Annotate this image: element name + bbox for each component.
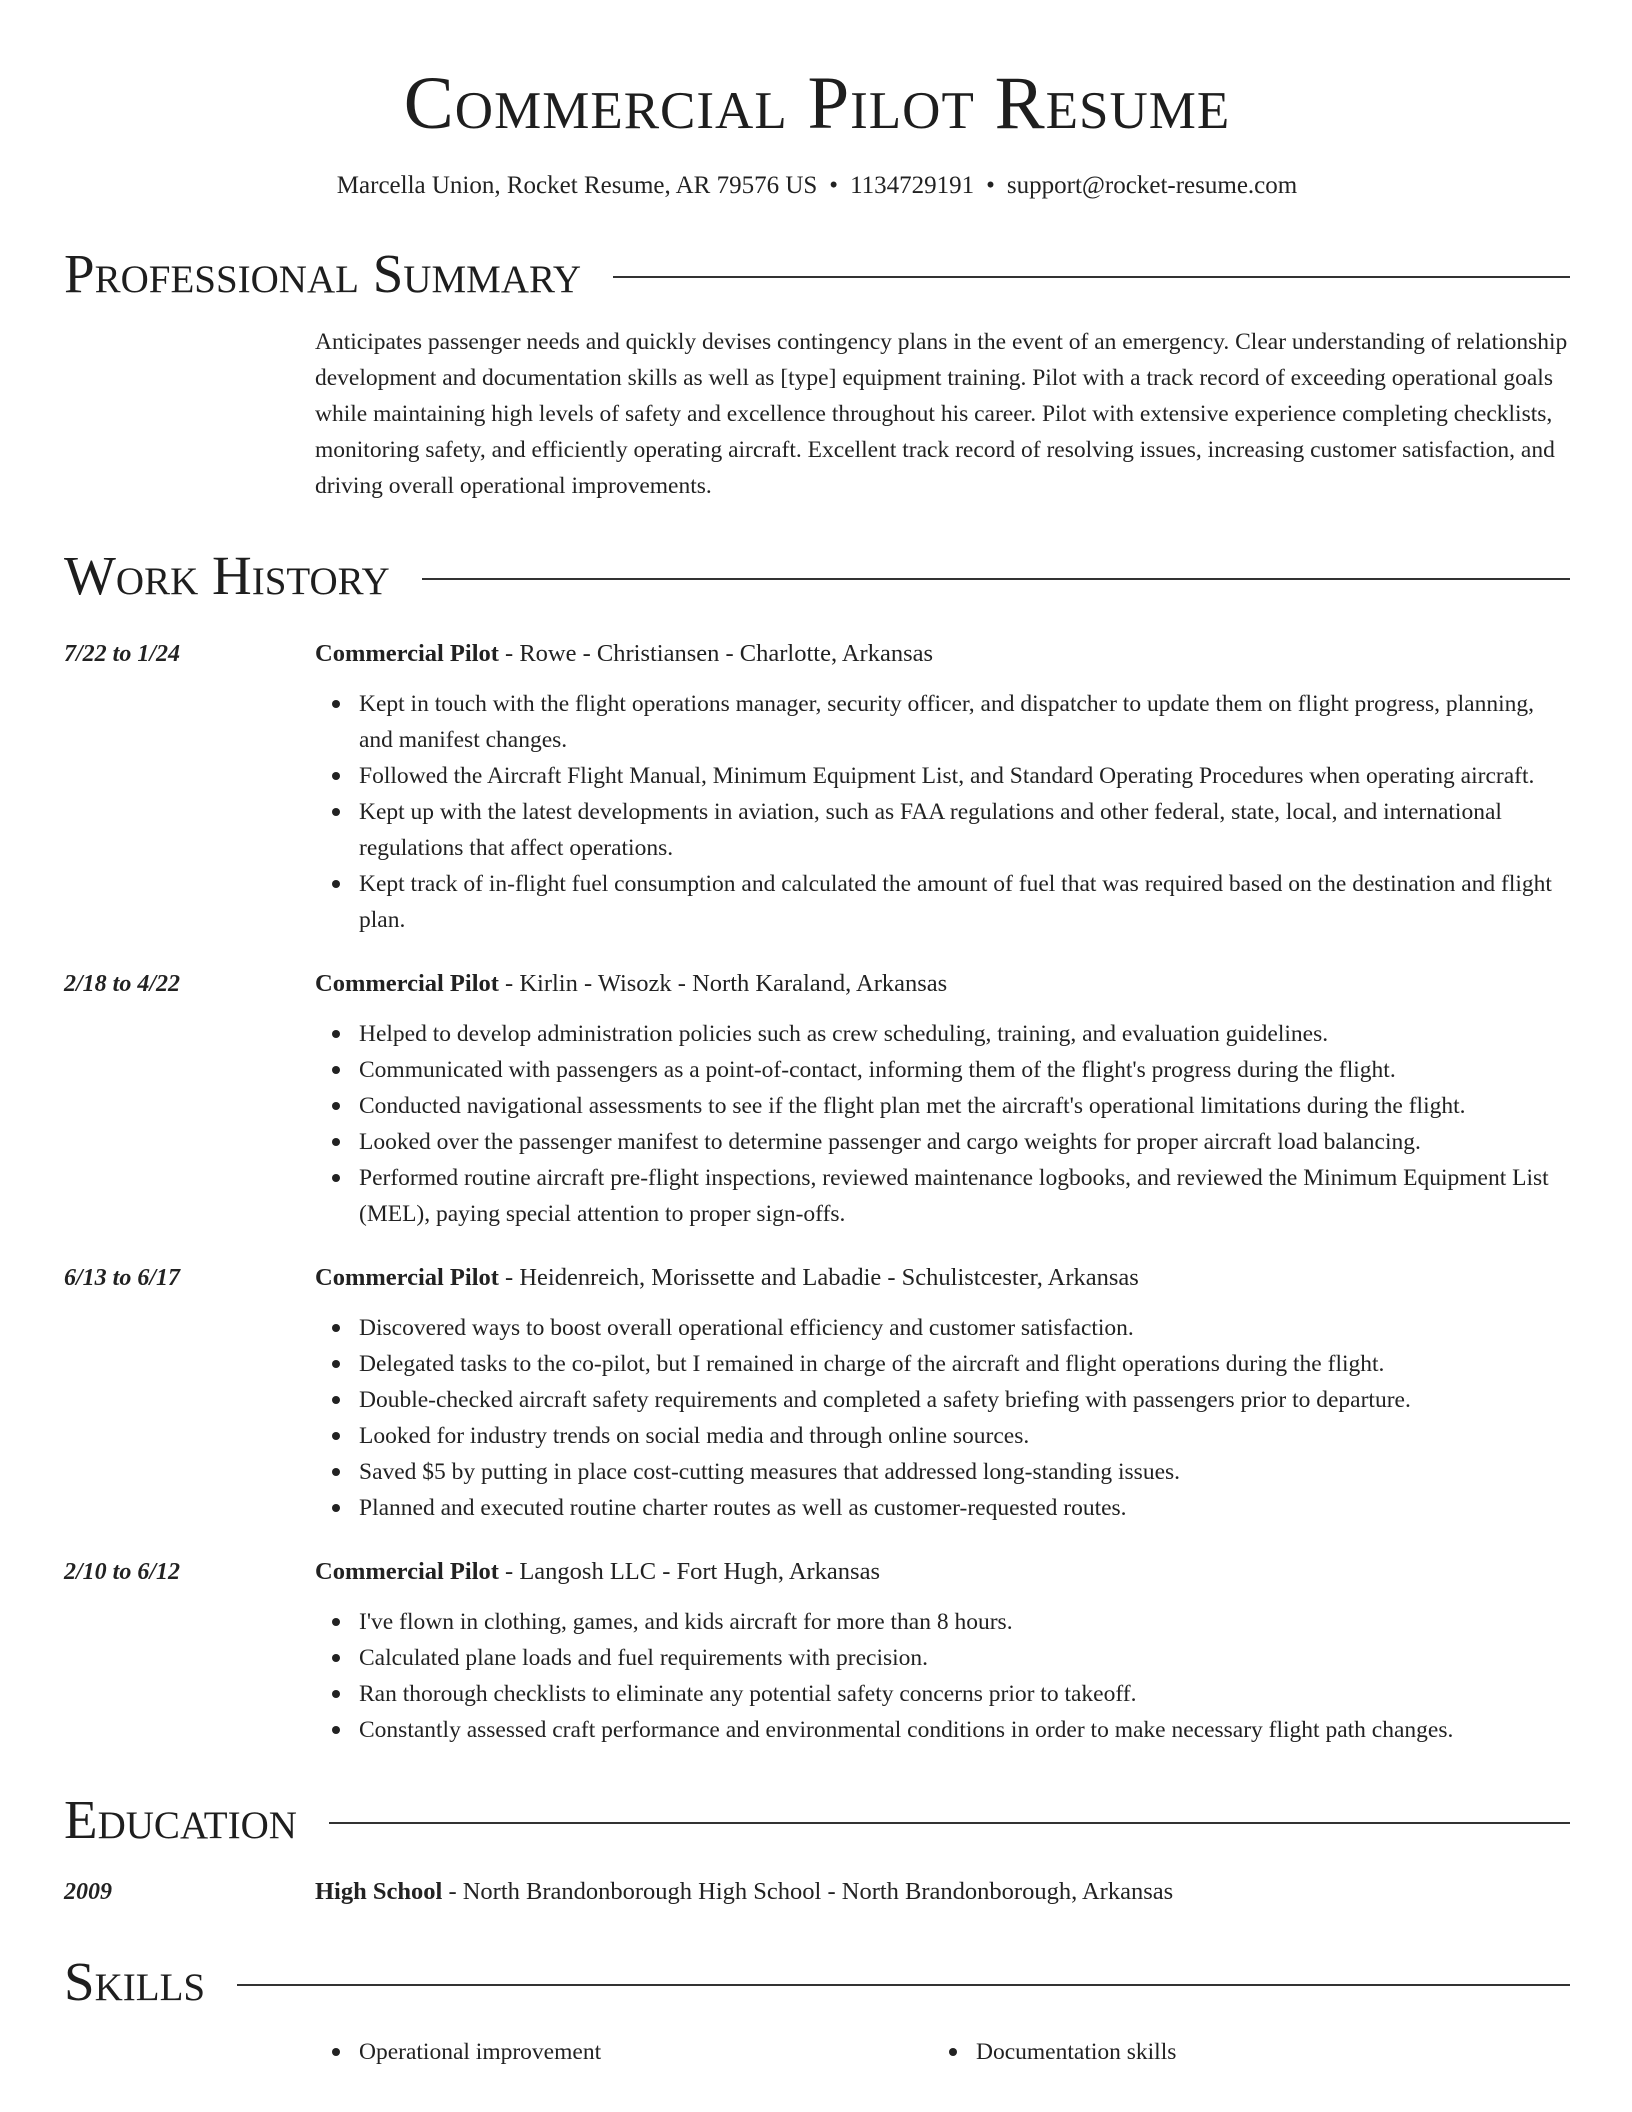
list-item: Constantly assessed craft performance and environmental conditions in order to make necessary flight path changes. bbox=[315, 1712, 1570, 1748]
section-divider bbox=[237, 1984, 1570, 1986]
list-item: Looked over the passenger manifest to determine passenger and cargo weights for proper aircraft load balancing. bbox=[315, 1124, 1570, 1160]
job-bullets bbox=[315, 1310, 1570, 1526]
job-title: Commercial Pilot bbox=[315, 1264, 499, 1291]
job-dates: 2/18 to 4/22 bbox=[64, 971, 181, 997]
section-divider bbox=[613, 276, 1570, 278]
job-entry bbox=[64, 1260, 1570, 1526]
job-body bbox=[315, 1554, 1570, 1748]
job-dates: 6/13 to 6/17 bbox=[64, 1265, 181, 1291]
education-year: 2009 bbox=[64, 1879, 112, 1905]
skill-item: Documentation skills bbox=[932, 2034, 1549, 2070]
list-item: Calculated plane loads and fuel requirements with precision. bbox=[315, 1640, 1570, 1676]
job-employer: - Rowe - Christiansen - Charlotte, Arkansas bbox=[498, 640, 934, 667]
section-title: Skills bbox=[64, 1951, 206, 2012]
skill-item: Operational improvement bbox=[315, 2034, 932, 2070]
list-item: Looked for industry trends on social media and through online sources. bbox=[315, 1418, 1570, 1454]
section-title: Work History bbox=[64, 545, 390, 606]
education-body bbox=[315, 1874, 1173, 1910]
section-header-summary bbox=[64, 244, 1570, 304]
job-employer: - Kirlin - Wisozk - North Karaland, Arkansas bbox=[498, 970, 948, 997]
list-item: Helped to develop administration policies such as crew scheduling, training, and evaluation guidelines. bbox=[315, 1016, 1570, 1052]
education-degree: High School bbox=[315, 1878, 443, 1905]
page-title: Commercial Pilot Resume bbox=[403, 62, 1231, 145]
list-item: Kept in touch with the flight operations manager, security officer, and dispatcher to update them on flight progress, planning, and manifest changes. bbox=[315, 686, 1570, 758]
list-item: Conducted navigational assessments to see if the flight plan met the aircraft's operational limitations during the flight. bbox=[315, 1088, 1570, 1124]
section-header-skills bbox=[64, 1952, 1570, 2012]
job-title-line bbox=[315, 1554, 1570, 1590]
job-title-line bbox=[315, 1260, 1570, 1296]
job-dates: 7/22 to 1/24 bbox=[64, 641, 181, 667]
job-body bbox=[315, 636, 1570, 938]
job-title: Commercial Pilot bbox=[315, 1558, 499, 1585]
job-entry bbox=[64, 636, 1570, 938]
job-body bbox=[315, 1260, 1570, 1526]
job-dates: 2/10 to 6/12 bbox=[64, 1559, 181, 1585]
contact-address: Marcella Union, Rocket Resume, AR 79576 US bbox=[336, 172, 818, 199]
job-title-line bbox=[315, 966, 1570, 1002]
list-item: I've flown in clothing, games, and kids aircraft for more than 8 hours. bbox=[315, 1604, 1570, 1640]
list-item: Ran thorough checklists to eliminate any potential safety concerns prior to takeoff. bbox=[315, 1676, 1570, 1712]
section-divider bbox=[422, 578, 1570, 580]
list-item: Double-checked aircraft safety requirements and completed a safety briefing with passengers prior to departure. bbox=[315, 1382, 1570, 1418]
list-item: Communicated with passengers as a point-of-contact, informing them of the flight's progress during the flight. bbox=[315, 1052, 1570, 1088]
resume-page bbox=[64, 0, 1570, 2070]
section-header-work-history bbox=[64, 546, 1570, 606]
list-item: Saved $5 by putting in place cost-cutting measures that addressed long-standing issues. bbox=[315, 1454, 1570, 1490]
list-item: Performed routine aircraft pre-flight inspections, reviewed maintenance logbooks, and reviewed the Minimum Equipment List (MEL), paying special attention to proper sign-offs. bbox=[315, 1160, 1570, 1232]
skills-column-right bbox=[932, 2034, 1549, 2070]
skills-list bbox=[315, 2034, 1570, 2070]
list-item: Discovered ways to boost overall operational efficiency and customer satisfaction. bbox=[315, 1310, 1570, 1346]
job-employer: - Heidenreich, Morissette and Labadie - Schulistcester, Arkansas bbox=[498, 1264, 1139, 1291]
section-title: Education bbox=[64, 1789, 297, 1850]
list-item: Kept track of in-flight fuel consumption and calculated the amount of fuel that was required based on the destination and flight plan. bbox=[315, 866, 1570, 938]
section-divider bbox=[329, 1822, 1570, 1824]
section-header-education bbox=[64, 1790, 1570, 1850]
summary-text: Anticipates passenger needs and quickly devises contingency plans in the event of an emergency. Clear understanding of relationship development and documentation skills as well as [type] equipment training. Pilot with a track record of exceeding operational goals while maintaining high levels of safety and excellence throughout his career. Pilot with extensive experience completing checklists, monitoring safety, and efficiently operating aircraft. Excellent track record of resolving issues, increasing customer satisfaction, and driving overall operational improvements. bbox=[315, 329, 1568, 499]
education-school: - North Brandonborough High School - North Brandonborough, Arkansas bbox=[442, 1878, 1174, 1905]
skills-column-left bbox=[315, 2034, 932, 2070]
list-item: Delegated tasks to the co-pilot, but I remained in charge of the aircraft and flight operations during the flight. bbox=[315, 1346, 1570, 1382]
job-employer: - Langosh LLC - Fort Hugh, Arkansas bbox=[498, 1558, 880, 1585]
job-bullets bbox=[315, 1016, 1570, 1232]
contact-email: support@rocket-resume.com bbox=[1006, 172, 1298, 199]
contact-separator: • bbox=[829, 172, 839, 199]
job-title: Commercial Pilot bbox=[315, 970, 499, 997]
job-bullets bbox=[315, 686, 1570, 938]
job-entry bbox=[64, 1554, 1570, 1748]
contact-phone: 1134729191 bbox=[850, 172, 975, 199]
job-body bbox=[315, 966, 1570, 1232]
contact-separator: • bbox=[986, 172, 995, 199]
section-title: Professional Summary bbox=[64, 243, 582, 304]
list-item: Followed the Aircraft Flight Manual, Minimum Equipment List, and Standard Operating Procedures when operating aircraft. bbox=[315, 758, 1570, 794]
job-entry bbox=[64, 966, 1570, 1232]
job-title: Commercial Pilot bbox=[315, 640, 499, 667]
list-item: Planned and executed routine charter routes as well as customer-requested routes. bbox=[315, 1490, 1570, 1526]
education-entry bbox=[64, 1874, 1570, 1910]
list-item: Kept up with the latest developments in aviation, such as FAA regulations and other federal, state, local, and international regulations that affect operations. bbox=[315, 794, 1570, 866]
contact-line bbox=[64, 170, 1570, 202]
job-title-line bbox=[315, 636, 1570, 672]
job-bullets bbox=[315, 1604, 1570, 1748]
